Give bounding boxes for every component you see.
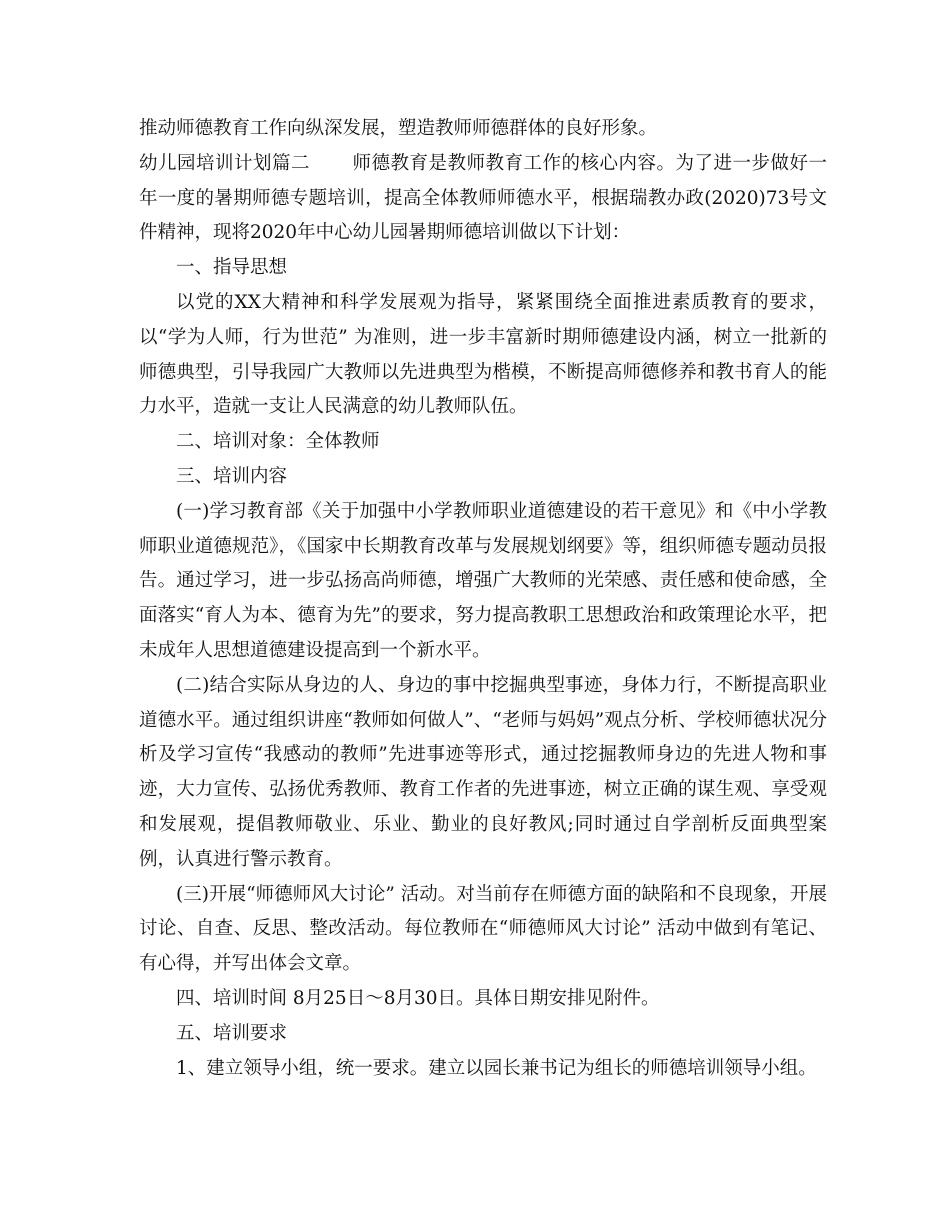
paragraph-guiding-ideology: 以党的XX大精神和科学发展观为指导，紧紧围绕全面推进素质教育的要求，以“学为人师，行为世范” 为准则，进一步丰富新时期师德建设内涵，树立一批新的师德典型，引导我园广大教师以先进典型为楷模，不断提高师德修养和教书育人的能力水平，造就一支让人民满意的幼儿教师队伍。 — [139, 291, 827, 418]
heading-training-content: 三、培训内容 — [176, 465, 288, 487]
heading-training-requirements: 五、培训要求 — [176, 1022, 288, 1044]
paragraph-continuation: 推动师德教育工作向纵深发展，塑造教师师德群体的良好形象。 — [139, 118, 658, 139]
paragraph-content-1: (一)学习教育部《关于加强中小学教师职业道德建设的若干意见》和《中小学教师职业道德规范》，《国家中长期教育改革与发展规划纲要》等，组织师德专题动员报告。通过学习，进一步弘扬高尚师德，增强广大教师的光荣感、责任感和使命感，全面落实“育人为本、德育为先”的要求，努力提高教职工思想政治和政策理论水平，把未成年人思想道德建设提高到一个新水平。 — [139, 500, 827, 661]
paragraph-content-3: (三)开展“师德师风大讨论” 活动。对当前存在师德方面的缺陷和不良现象，开展讨论、自查、反思、整改活动。每位教师在“师德师风大讨论” 活动中做到有笔记、有心得，并写出体会文章。 — [139, 883, 827, 975]
heading-training-target: 二、培训对象：全体教师 — [176, 431, 380, 453]
paragraph-content-2: (二)结合实际从身边的人、身边的事中挖掘典型事迹，身体力行，不断提高职业道德水平。通过组织讲座“教师如何做人”、“老师与妈妈”观点分析、学校师德状况分析及学习宣传“我感动的教师”先进事迹等形式，通过挖掘教师身边的先进人物和事迹，大力宣传、弘扬优秀教师、教育工作者的先进事迹，树立正确的谋生观、享受观和发展观，提倡教师敬业、乐业、勤业的良好教风;同时通过自学剖析反面典型案例，认真进行警示教育。 — [139, 674, 827, 870]
heading-guiding-ideology: 一、指导思想 — [176, 257, 288, 279]
intro-text: 师德教育是教师教育工作的核心内容。为了进一步做好一年一度的暑期师德专题培训，提高全体教师师德水平，根据瑞教办政(2020)73号文件精神，现将2020年中心幼儿园暑期师德培训做以下计划： — [139, 152, 827, 244]
paragraph-requirement-1: 1、建立领导小组，统一要求。建立以园长兼书记为组长的师德培训领导小组。 — [176, 1057, 817, 1079]
document-body — [139, 112, 827, 1086]
paragraph-intro — [139, 147, 827, 251]
section-title: 幼儿园培训计划篇二 — [139, 152, 310, 174]
heading-training-time: 四、培训时间 8月25日～8月30日。具体日期安排见附件。 — [176, 987, 660, 1009]
